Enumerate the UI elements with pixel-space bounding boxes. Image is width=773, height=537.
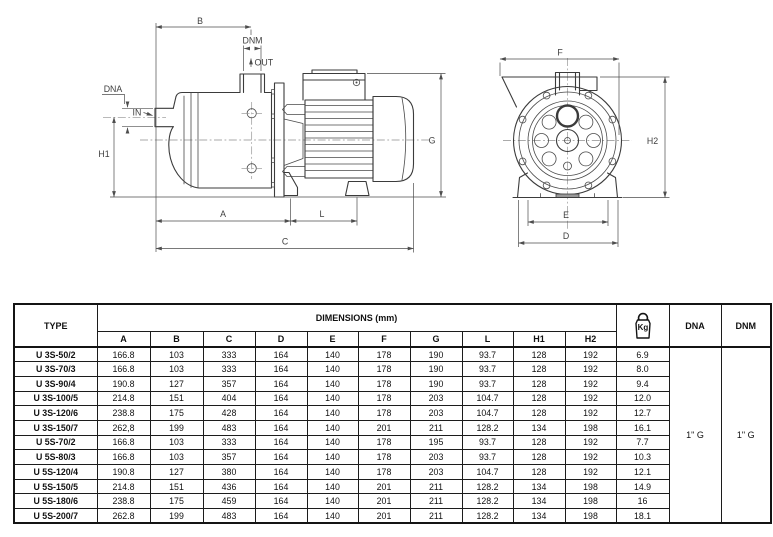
dimension-value-cell: 128.2 <box>462 509 513 524</box>
dimension-value-cell: 164 <box>255 391 307 406</box>
dimension-value-cell: 238.8 <box>97 406 150 421</box>
dimension-value-cell: 190.8 <box>97 465 150 480</box>
dimension-value-cell: 140 <box>307 391 358 406</box>
col-header-f: F <box>358 331 410 347</box>
dimension-value-cell: 201 <box>358 509 410 524</box>
col-header-weight <box>616 304 669 347</box>
pump-type-cell: U 3S-120/6 <box>14 406 97 421</box>
table-row <box>14 406 771 421</box>
dimension-value-cell: 190 <box>410 362 462 377</box>
dim-label-l: L <box>319 209 325 219</box>
dimension-value-cell: 151 <box>150 479 203 494</box>
dimension-value-cell: 192 <box>565 376 616 391</box>
dimension-value-cell: 164 <box>255 420 307 435</box>
dimension-value-cell: 93.7 <box>462 450 513 465</box>
dimension-value-cell: 140 <box>307 450 358 465</box>
dimension-value-cell: 164 <box>255 509 307 524</box>
dimension-value-cell: 404 <box>203 391 255 406</box>
weight-value-cell: 8.0 <box>616 362 669 377</box>
dimension-value-cell: 128 <box>513 362 565 377</box>
dimension-value-cell: 175 <box>150 406 203 421</box>
weight-value-cell: 12.7 <box>616 406 669 421</box>
pump-type-cell: U 3S-90/4 <box>14 376 97 391</box>
table-row <box>14 362 771 377</box>
dimension-value-cell: 178 <box>358 362 410 377</box>
pump-side-view <box>98 16 446 253</box>
col-header-e: E <box>307 331 358 347</box>
dimension-value-cell: 201 <box>358 494 410 509</box>
dimension-value-cell: 262,8 <box>97 420 150 435</box>
dimension-value-cell: 192 <box>565 406 616 421</box>
table-row <box>14 479 771 494</box>
col-header-dna: DNA <box>669 304 721 347</box>
col-header-a: A <box>97 331 150 347</box>
dimension-value-cell: 357 <box>203 376 255 391</box>
pump-type-cell: U 5S-70/2 <box>14 435 97 450</box>
motor-foot <box>346 182 370 196</box>
dimension-value-cell: 178 <box>358 406 410 421</box>
dimension-value-cell: 198 <box>565 509 616 524</box>
dimension-value-cell: 428 <box>203 406 255 421</box>
dimension-value-cell: 201 <box>358 479 410 494</box>
in-label: IN <box>132 107 142 118</box>
dimension-value-cell: 127 <box>150 465 203 480</box>
cable-gland-dot <box>356 82 358 84</box>
dimension-value-cell: 192 <box>565 347 616 362</box>
table-row <box>14 465 771 480</box>
weight-value-cell: 12.1 <box>616 465 669 480</box>
dimension-value-cell: 93.7 <box>462 347 513 362</box>
pump-type-cell: U 3S-70/3 <box>14 362 97 377</box>
dimension-value-cell: 128.2 <box>462 420 513 435</box>
dimension-value-cell: 192 <box>565 465 616 480</box>
table-row <box>14 509 771 524</box>
dimension-value-cell: 211 <box>410 494 462 509</box>
weight-value-cell: 12.0 <box>616 391 669 406</box>
dim-label-dna: DNA <box>103 84 123 94</box>
weight-value-cell: 6.9 <box>616 347 669 362</box>
weight-value-cell: 16.1 <box>616 420 669 435</box>
dimension-value-cell: 483 <box>203 509 255 524</box>
dimension-value-cell: 140 <box>307 435 358 450</box>
dimension-value-cell: 134 <box>513 420 565 435</box>
dimension-value-cell: 211 <box>410 509 462 524</box>
table-row <box>14 450 771 465</box>
fan-cover-seam <box>402 98 406 180</box>
pump-type-cell: U 5S-80/3 <box>14 450 97 465</box>
dimension-value-cell: 201 <box>358 420 410 435</box>
dimension-value-cell: 140 <box>307 494 358 509</box>
dimension-value-cell: 164 <box>255 406 307 421</box>
weight-unit-label: Kg <box>637 322 648 332</box>
dim-label-h2: H2 <box>646 136 659 146</box>
weight-value-cell: 18.1 <box>616 509 669 524</box>
col-header-h1: H1 <box>513 331 565 347</box>
weight-value-cell: 16 <box>616 494 669 509</box>
dimension-value-cell: 103 <box>150 362 203 377</box>
dimension-value-cell: 128 <box>513 435 565 450</box>
dimension-value-cell: 151 <box>150 391 203 406</box>
table-row <box>14 494 771 509</box>
dimension-value-cell: 166.8 <box>97 362 150 377</box>
dimension-value-cell: 178 <box>358 376 410 391</box>
dimension-value-cell: 192 <box>565 435 616 450</box>
dimension-value-cell: 175 <box>150 494 203 509</box>
dimension-value-cell: 140 <box>307 376 358 391</box>
dimension-value-cell: 203 <box>410 391 462 406</box>
dimension-value-cell: 203 <box>410 450 462 465</box>
dimension-value-cell: 128 <box>513 465 565 480</box>
dimension-value-cell: 93.7 <box>462 376 513 391</box>
dimension-value-cell: 436 <box>203 479 255 494</box>
table-header-row-1 <box>14 304 771 331</box>
dimension-value-cell: 140 <box>307 479 358 494</box>
dimension-value-cell: 199 <box>150 509 203 524</box>
pump-type-cell: U 5S-120/4 <box>14 465 97 480</box>
dimension-value-cell: 164 <box>255 435 307 450</box>
dimension-value-cell: 211 <box>410 479 462 494</box>
dimension-value-cell: 333 <box>203 347 255 362</box>
dim-label-c: C <box>281 236 289 247</box>
col-header-h2: H2 <box>565 331 616 347</box>
dimension-value-cell: 134 <box>513 509 565 524</box>
dim-label-e: E <box>563 210 569 220</box>
dimension-value-cell: 178 <box>358 450 410 465</box>
front-foot-right <box>608 173 618 198</box>
dim-label-h1: H1 <box>98 149 110 159</box>
dimension-value-cell: 380 <box>203 465 255 480</box>
dimension-value-cell: 166.8 <box>97 347 150 362</box>
table-row <box>14 347 771 362</box>
col-header-dnm: DNM <box>721 304 771 347</box>
table-row <box>14 376 771 391</box>
dimension-value-cell: 192 <box>565 362 616 377</box>
dim-label-f: F <box>557 47 563 58</box>
terminal-box-front <box>502 77 597 107</box>
dimension-value-cell: 140 <box>307 420 358 435</box>
dimension-value-cell: 103 <box>150 450 203 465</box>
dimension-value-cell: 140 <box>307 509 358 524</box>
dimension-value-cell: 166.8 <box>97 435 150 450</box>
dimension-value-cell: 178 <box>358 435 410 450</box>
dimension-value-cell: 211 <box>410 420 462 435</box>
dna-value-cell: 1" G <box>669 347 721 523</box>
dimension-value-cell: 262.8 <box>97 509 150 524</box>
dimension-value-cell: 166.8 <box>97 450 150 465</box>
dimension-value-cell: 178 <box>358 465 410 480</box>
dimensions-table <box>13 303 772 524</box>
motor-fins <box>305 106 373 171</box>
weight-value-cell: 9.4 <box>616 376 669 391</box>
col-header-b: B <box>150 331 203 347</box>
pump-type-cell: U 5S-180/6 <box>14 494 97 509</box>
dim-label-d: D <box>562 231 570 241</box>
dimension-value-cell: 103 <box>150 435 203 450</box>
dimension-value-cell: 164 <box>255 465 307 480</box>
pump-type-cell: U 3S-50/2 <box>14 347 97 362</box>
dimension-value-cell: 192 <box>565 391 616 406</box>
dimension-value-cell: 198 <box>565 479 616 494</box>
dimension-value-cell: 140 <box>307 465 358 480</box>
bracket-arm-lower <box>283 167 306 177</box>
dnm-value-cell: 1" G <box>721 347 771 523</box>
dimension-value-cell: 178 <box>358 347 410 362</box>
table-row <box>14 391 771 406</box>
dimension-value-cell: 164 <box>255 450 307 465</box>
dimension-value-cell: 128 <box>513 450 565 465</box>
dimension-value-cell: 164 <box>255 494 307 509</box>
dimension-value-cell: 103 <box>150 347 203 362</box>
weight-value-cell: 10.3 <box>616 450 669 465</box>
dimension-value-cell: 128 <box>513 376 565 391</box>
dimension-value-cell: 93.7 <box>462 435 513 450</box>
dimension-value-cell: 195 <box>410 435 462 450</box>
dimension-value-cell: 140 <box>307 362 358 377</box>
bracket-arm-upper <box>283 105 306 115</box>
table-row <box>14 435 771 450</box>
dimension-value-cell: 127 <box>150 376 203 391</box>
fan-cover <box>373 97 414 182</box>
col-group-header-dimensions: DIMENSIONS (mm) <box>97 304 616 331</box>
pump-type-cell: U 3S-150/7 <box>14 420 97 435</box>
dimension-value-cell: 93.7 <box>462 362 513 377</box>
dimension-value-cell: 128 <box>513 391 565 406</box>
weight-value-cell: 7.7 <box>616 435 669 450</box>
terminal-box <box>303 70 365 100</box>
weight-icon <box>632 312 654 340</box>
dimension-value-cell: 214.8 <box>97 479 150 494</box>
col-header-type: TYPE <box>14 304 97 347</box>
table-row <box>14 420 771 435</box>
dim-label-b: B <box>197 16 203 26</box>
dimension-value-cell: 198 <box>565 420 616 435</box>
dimension-value-cell: 134 <box>513 494 565 509</box>
front-foot-left <box>518 173 528 198</box>
out-label: OUT <box>254 57 274 68</box>
dimension-value-cell: 190 <box>410 376 462 391</box>
col-header-l: L <box>462 331 513 347</box>
dimension-value-cell: 164 <box>255 362 307 377</box>
dimension-value-cell: 134 <box>513 479 565 494</box>
dimension-value-cell: 192 <box>565 450 616 465</box>
pump-type-cell: U 3S-100/5 <box>14 391 97 406</box>
dimension-value-cell: 140 <box>307 406 358 421</box>
dimension-value-cell: 357 <box>203 450 255 465</box>
dimension-value-cell: 190 <box>410 347 462 362</box>
weight-value-cell: 14.9 <box>616 479 669 494</box>
col-header-d: D <box>255 331 307 347</box>
dim-label-a: A <box>220 209 226 219</box>
dimension-value-cell: 198 <box>565 494 616 509</box>
dimension-value-cell: 164 <box>255 479 307 494</box>
dimension-value-cell: 333 <box>203 362 255 377</box>
lantern-bracket <box>284 119 303 166</box>
dim-label-dnm: DNM <box>242 35 263 46</box>
dimension-value-cell: 203 <box>410 465 462 480</box>
dimension-value-cell: 203 <box>410 406 462 421</box>
dimension-value-cell: 459 <box>203 494 255 509</box>
dimension-value-cell: 333 <box>203 435 255 450</box>
dimension-value-cell: 128.2 <box>462 494 513 509</box>
outlet-port <box>240 74 265 93</box>
spec-table-body <box>14 347 771 523</box>
dimension-value-cell: 483 <box>203 420 255 435</box>
dimension-value-cell: 199 <box>150 420 203 435</box>
col-header-g: G <box>410 331 462 347</box>
pump-front-view <box>500 48 670 248</box>
dimension-value-cell: 128 <box>513 406 565 421</box>
dimension-value-cell: 164 <box>255 347 307 362</box>
dimension-value-cell: 214.8 <box>97 391 150 406</box>
dimension-value-cell: 238.8 <box>97 494 150 509</box>
dimension-value-cell: 190.8 <box>97 376 150 391</box>
dimension-value-cell: 128.2 <box>462 479 513 494</box>
fill-plug-circle <box>557 106 578 127</box>
dimension-value-cell: 178 <box>358 391 410 406</box>
dimension-value-cell: 104.7 <box>462 391 513 406</box>
pump-type-cell: U 5S-150/5 <box>14 479 97 494</box>
col-header-c: C <box>203 331 255 347</box>
dim-label-g: G <box>428 135 436 146</box>
dimension-value-cell: 164 <box>255 376 307 391</box>
dimension-value-cell: 140 <box>307 347 358 362</box>
dimension-value-cell: 104.7 <box>462 406 513 421</box>
dimension-value-cell: 128 <box>513 347 565 362</box>
dimension-value-cell: 104.7 <box>462 465 513 480</box>
pump-type-cell: U 5S-200/7 <box>14 509 97 524</box>
